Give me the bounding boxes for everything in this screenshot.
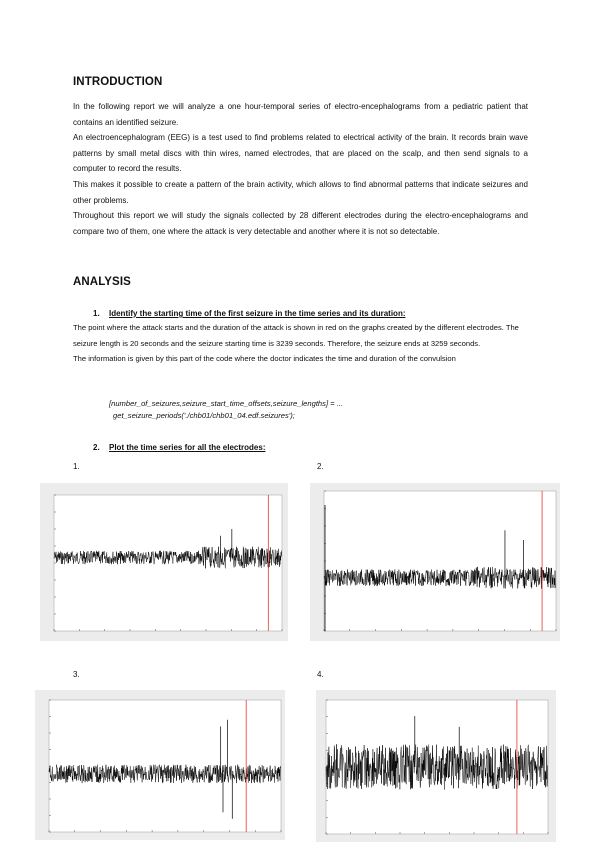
step-2-number: 2. (93, 443, 100, 452)
plot-axes (54, 495, 282, 631)
eeg-plot-1 (40, 483, 288, 641)
step-2-title: Plot the time series for all the electrodes: (109, 443, 266, 452)
code-line: [number_of_seizures,seizure_start_time_offsets,seizure_lengths] = ... (109, 399, 344, 408)
plot-4-label: 4. (317, 670, 324, 679)
intro-paragraph: This makes it possible to create a pattern of the brain activity, which allows to find abnormal patterns that indicate seizures and other problems. (73, 179, 528, 205)
eeg-chart (316, 690, 556, 842)
eeg-chart (310, 483, 560, 641)
plot-1-label: 1. (73, 462, 80, 471)
step-2-heading (93, 443, 266, 452)
eeg-plot-2 (310, 483, 560, 641)
step-1-heading (93, 309, 406, 318)
eeg-plot-4 (316, 690, 556, 842)
intro-paragraph: In the following report we will analyze a one hour-temporal series of electro-encephalograms from a pediatric patient that contains an identified seizure. (73, 102, 528, 127)
step-1-paragraph: The information is given by this part of the code where the doctor indicates the time and duration of the convulsion (73, 354, 456, 364)
code-snippet (109, 398, 343, 422)
eeg-chart (35, 690, 285, 840)
analysis-heading: ANALYSIS (73, 276, 131, 288)
plot-axes (324, 491, 556, 631)
intro-paragraph: Throughout this report we will study the signals collected by 28 different electrodes during the electro-encephalograms and compare two of them, one where the attack is very detectable and another where it is not so detectable. (73, 211, 528, 236)
step-1-title: Identify the starting time of the first seizure in the time series and its duration: (109, 309, 406, 318)
intro-heading: INTRODUCTION (73, 76, 163, 88)
intro-paragraph: An electroencephalogram (EEG) is a test used to find problems related to electrical activity of the brain. It records brain wave patterns by small metal discs with thin wires, named electrodes, that are placed on the scalp, and then send signals to a computer to record the results. (73, 133, 528, 174)
eeg-plot-3 (35, 690, 285, 840)
plot-2-label: 2. (317, 462, 324, 471)
plot-3-label: 3. (73, 670, 80, 679)
eeg-chart (40, 483, 288, 641)
step-1-body (73, 320, 528, 367)
step-1-paragraph: The point where the attack starts and the duration of the attack is shown in red on the graphs created by the different electrodes. The seizure length is 20 seconds and the seizure starting time is 3239 seconds. Therefore, the seizure ends at 3259 seconds. (73, 323, 519, 348)
intro-body (73, 99, 528, 239)
step-1-number: 1. (93, 309, 100, 318)
code-line: get_seizure_periods('./chb01/chb01_04.edf.seizures'); (113, 411, 295, 420)
